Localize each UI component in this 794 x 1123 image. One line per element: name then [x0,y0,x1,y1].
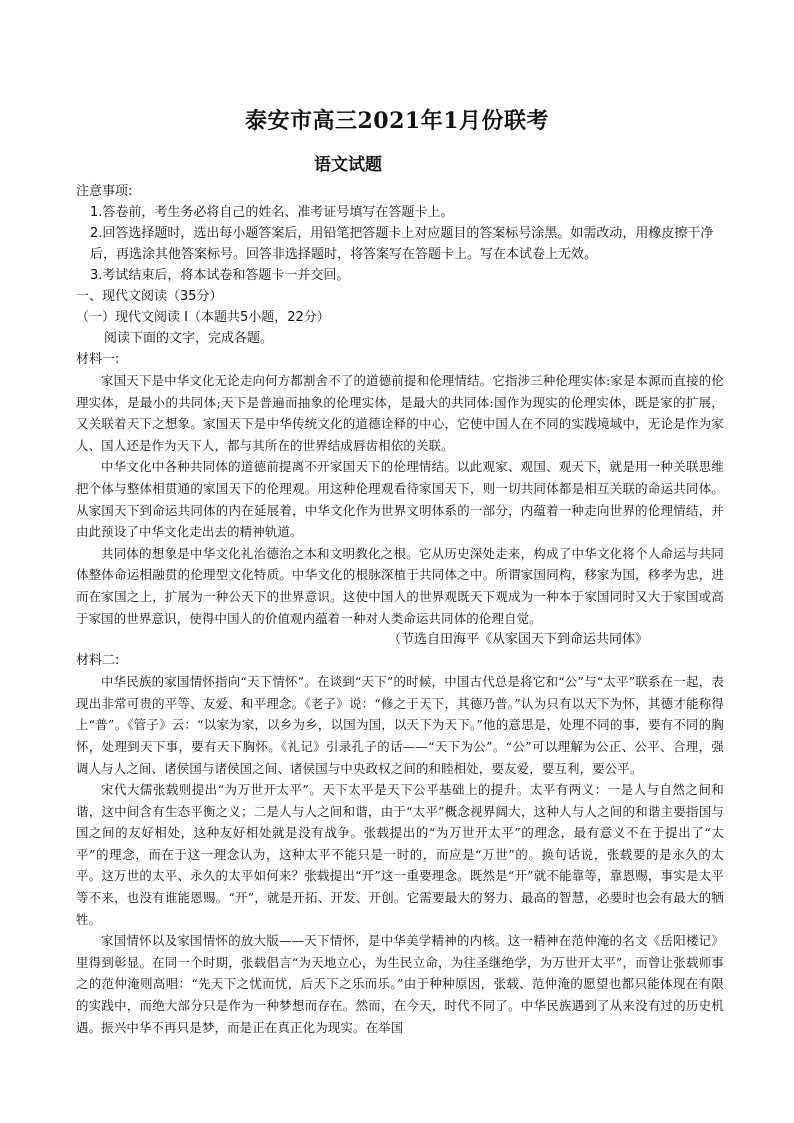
exam-title: 泰安市高三2021年1月份联考 [244,108,550,134]
material-1-source: （节选自田海平《从家国天下到命运共同体》 [387,632,648,648]
exam-content [76,181,724,1038]
material-1-paragraph: 共同体的想象是中华文化礼治德治之本和文明教化之根。它从历史深处走来，构成了中华文化将个人命运与共同体整体命运相融贯的伦理型文化特质。中华文化的根脉深植于共同体之中。所谓家国同构，移家为国，移孝为忠，进而在家国之上，扩展为一种公天下的世界意识。这使中国人的世界观既天下观成为一种本于家国同时又大于家国或高于家国的世界意识，使得中国人的价值观内蕴着一种对人类命运共同体的伦理自觉。 [76,545,724,626]
note-item-1: 1.答卷前，考生务必将自己的姓名、准考证号填写在答题卡上。 [90,205,454,220]
note-item-2: 2.回答选择题时，选出每小题答案后，用铅笔把答题卡上对应题目的答案标号涂黑。如需改动，用橡皮擦干净后，再选涂其他答案标号。回答非选择题时，将答案写在答题卡上。写在本试卷上无效。 [90,226,714,262]
material-2-label: 材料二: [76,653,120,669]
material-2-paragraph: 中华民族的家国情怀指向“天下情怀”。在谈到“天下”的时候，中国古代总是将它和“公”与“太平”联系在一起，表现出非常可贵的平等、友爱、和平理念。《老子》说：“修之于天下，其德乃普。”认为只有以天下为怀，其德才能称得上“普”。《管子》云：“以家为家，以乡为乡，以国为国，以天下为天下。”他的意思是，处理不同的事，要有不同的胸怀，处理到天下事，要有天下胸怀。《礼记》引录孔子的话——“天下为公”。“公”可以理解为公正、公平、合理，强调人与人之间、诸侯国与诸侯国之间、诸侯国与中央政权之间的和睦相处，要友爱，要互利，要公平。 [76,674,724,776]
material-1-paragraph: 中华文化中各种共同体的道德前提离不开家国天下的伦理情结。以此观家、观国、观天下，就是用一种关联思维把个体与整体相贯通的家国天下的伦理观。用这种伦理观看待家国天下，则一切共同体都是相互关联的命运共同体。从家国天下到命运共同体的内在延展着，中华文化作为世界文明体系的一部分，内蕴着一种走向世界的伦理情结，并由此预设了中华文化走出去的精神轨道。 [76,459,724,540]
material-2-paragraph: 宋代大儒张载则提出“为万世开太平”。天下太平是天下公平基础上的提升。太平有两义：一是人与自然之间和谐，这中间含有生态平衡之义；二是人与人之间和谐，由于“太平”概念视界阔大，这种人与人之间的和谐主要指国与国之间的友好相处，这种友好相处就是没有战争。张载提出的“为万世开太平”的理念，最有意义不在于提出了“太平”的理念，而在于这一理念认为，这种太平不能只是一时的，而应是“万世”的。换句话说，张载要的是永久的太平。这万世的太平、永久的太平如何来？张载提出“开”这一重要理念。既然是“开”就不能靠等，靠恩赐，事实是太平等不来，也没有谁能恩赐。“开”，就是开拓、开发、开创。它需要最大的努力、最高的智慧，必要时也会有最大的牺牲。 [76,782,724,927]
note-item-3: 3.考试结束后，将本试卷和答题卡一并交回。 [90,268,350,283]
material-1-label: 材料一: [76,352,120,367]
material-2-paragraph: 家国情怀以及家国情怀的放大版——天下情怀，是中华美学精神的内核。这一精神在范仲淹的名文《岳阳楼记》里得到彰显。在同一个时期，张载倡言“为天地立心，为生民立命，为往圣继绝学，为万世开太平”，而曾让张载师事之的范仲淹则高唱：“先天下之忧而忧，后天下之乐而乐。”由于种种原因，张载、范仲淹的愿望也都只能体现在有限的实践中，而绝大部分只是作为一种梦想而存在。然而，在今天，时代不同了。中华民族遇到了从来没有过的历史机遇。振兴中华不再只是梦，而是正在真正化为现实。在举国 [76,933,724,1035]
exam-subtitle: 语文试题 [314,155,382,175]
section-heading: 一、现代文阅读（35分） [76,289,223,304]
reading-instruction: 阅读下面的文字，完成各题。 [104,331,274,346]
section-sub-heading: （一）现代文阅读 Ⅰ（本题共5小题，22分） [76,310,330,325]
notes-heading: 注意事项: [76,184,133,199]
material-1-paragraph: 家国天下是中华文化无论走向何方都割舍不了的道德前提和伦理情结。它指涉三种伦理实体:家是本源而直接的伦理实体，是最小的共同体;天下是普遍而抽象的伦理实体，是最大的共同体:国作为现实的伦理实体，既是家的扩展，又关联着天下之想象。家国天下是中华传统文化的道德诠释的中心，它使中国人在不同的实践境域中，无论是作为家人、国人还是作为天下人，都与其所在的世界结成唇齿相依的关联。 [76,373,724,453]
